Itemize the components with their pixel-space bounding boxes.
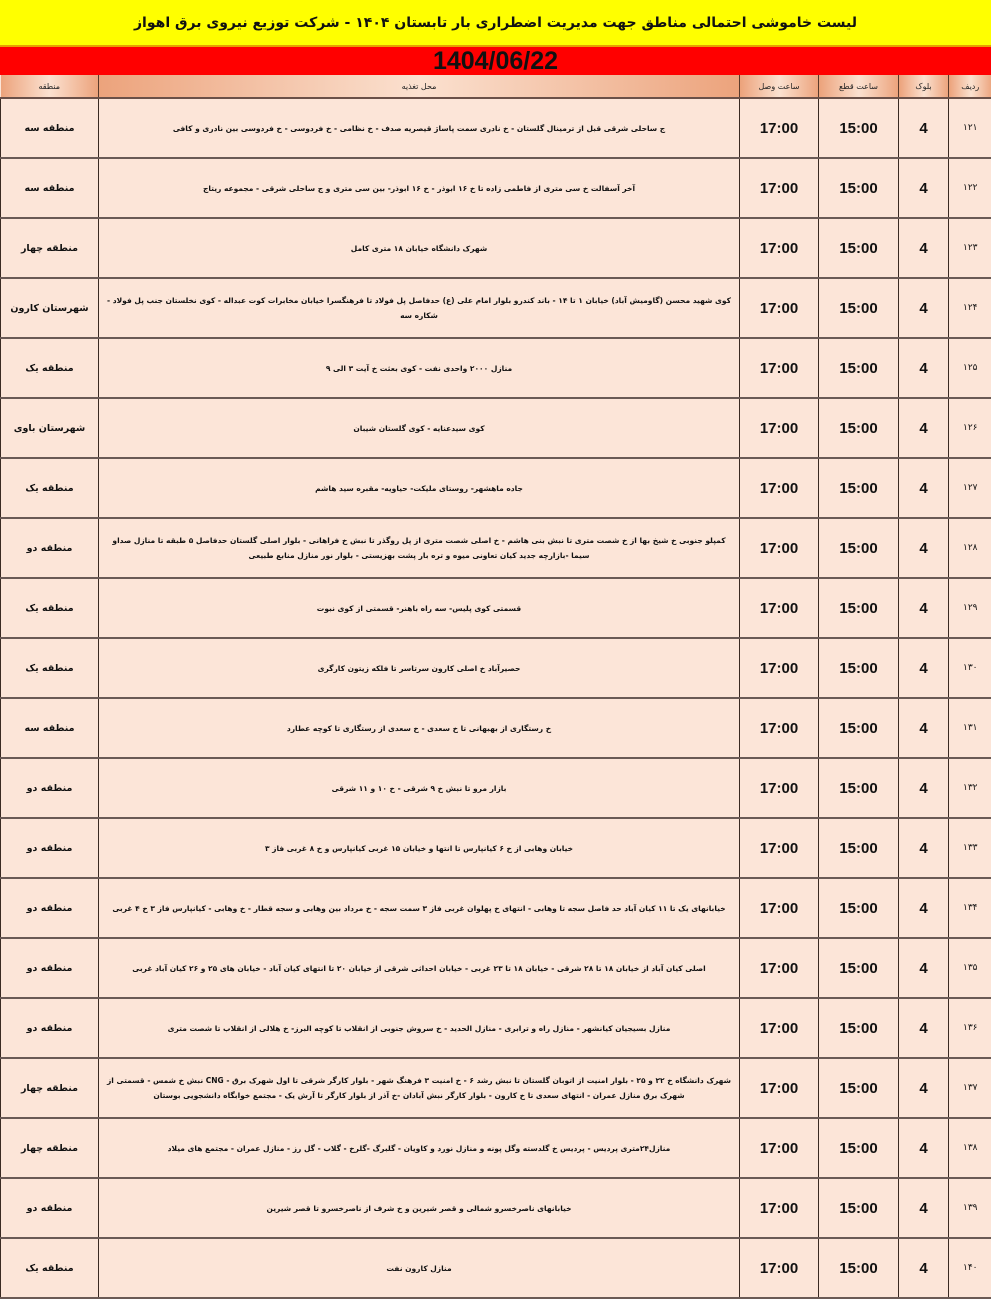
col-header-connect-time: ساعت وصل: [740, 75, 819, 98]
location-cell: منازل کارون نفت: [99, 1238, 740, 1298]
block-cell: 4: [899, 1118, 949, 1178]
table-row: [1, 458, 991, 518]
cut-time-cell: 15:00: [819, 578, 899, 638]
row-number-cell: ۱۲۱: [949, 98, 991, 158]
area-cell: منطقه دو: [1, 518, 99, 578]
location-cell: خ رستگاری از بهبهانی تا خ سعدی - خ سعدی از رستگاری تا کوچه عطارد: [99, 698, 740, 758]
location-cell: منازل۲۴متری پردیس - پردیس خ گلدسته وگل پونه و منازل نورد و کاویان - گلبرگ -گلرخ - گلاب - گل رز - منازل عمران - مجتمع های میلاد: [99, 1118, 740, 1178]
table-header-row: [1, 75, 991, 98]
row-number-cell: ۱۴۰: [949, 1238, 991, 1298]
cut-time-cell: 15:00: [819, 818, 899, 878]
area-cell: منطقه دو: [1, 998, 99, 1058]
row-number-cell: ۱۲۷: [949, 458, 991, 518]
block-cell: 4: [899, 638, 949, 698]
cut-time-cell: 15:00: [819, 1178, 899, 1238]
block-cell: 4: [899, 398, 949, 458]
area-cell: شهرستان باوی: [1, 398, 99, 458]
row-number-cell: ۱۳۰: [949, 638, 991, 698]
row-number-cell: ۱۲۵: [949, 338, 991, 398]
cut-time-cell: 15:00: [819, 338, 899, 398]
document-title: لیست خاموشی احتمالی مناطق جهت مدیریت اضطراری بار تابستان ۱۴۰۴ - شرکت توزیع نیروی برق اهواز: [134, 15, 857, 31]
table-row: [1, 158, 991, 218]
block-cell: 4: [899, 1178, 949, 1238]
connect-time-cell: 17:00: [740, 1238, 819, 1298]
col-header-location: محل تغذیه: [99, 75, 740, 98]
table-row: [1, 938, 991, 998]
block-cell: 4: [899, 98, 949, 158]
connect-time-cell: 17:00: [740, 1058, 819, 1118]
row-number-cell: ۱۲۸: [949, 518, 991, 578]
cut-time-cell: 15:00: [819, 518, 899, 578]
table-row: [1, 1238, 991, 1298]
block-cell: 4: [899, 878, 949, 938]
location-cell: خیابانهای یک تا ۱۱ کیان آباد حد فاصل سجه تا وهابی - انتهای خ پهلوان غربی فاز ۳ سمت سجه - خ مرداد بین وهابی و سجه قطار - خ وهابی - کیانپارس فاز ۳ خ ۴ غربی: [99, 878, 740, 938]
block-cell: 4: [899, 278, 949, 338]
area-cell: منطقه سه: [1, 158, 99, 218]
block-cell: 4: [899, 158, 949, 218]
location-cell: آخر آسفالت خ سی متری از فاطمی زاده تا خ ۱۶ ابوذر - خ ۱۶ ابوذر- بین سی متری و ج ساحلی شرقی - مجموعه ریتاج: [99, 158, 740, 218]
block-cell: 4: [899, 758, 949, 818]
area-cell: منطقه یک: [1, 1238, 99, 1298]
row-number-cell: ۱۳۷: [949, 1058, 991, 1118]
location-cell: شهرک دانشگاه خ ۲۲ و ۲۵ - بلوار امنیت از اتوبان گلستان تا نبش رشد ۶ - خ امنیت ۳ فرهنگ شهر - بلوار کارگر شرقی تا اول شهرک برق - CNG نبش خ شمس - قسمتی از شهرک برق منازل عمران - انتهای سعدی تا خ کارون - بلوار کارگر نبش آبادان -خ آذر از بلوار کارگر تا آرش یک - مجتمع خوابگاه دانشجویی بوستان: [99, 1058, 740, 1118]
area-cell: منطقه یک: [1, 458, 99, 518]
table-row: [1, 578, 991, 638]
table-row: [1, 518, 991, 578]
cut-time-cell: 15:00: [819, 638, 899, 698]
block-cell: 4: [899, 518, 949, 578]
row-number-cell: ۱۲۳: [949, 218, 991, 278]
table-row: [1, 1118, 991, 1178]
location-cell: حصیرآباد خ اصلی کارون سرتاسر تا فلکه زیتون کارگری: [99, 638, 740, 698]
location-cell: کوی شهید محسن (گاومیش آباد) خیابان ۱ تا ۱۴ - باند کندرو بلوار امام علی (ع) حدفاصل پل فولاد تا فرهنگسرا خیابان مخابرات کوت عبداله - کوی نخلستان جنب پل فولاد - شکاره سه: [99, 278, 740, 338]
connect-time-cell: 17:00: [740, 1118, 819, 1178]
cut-time-cell: 15:00: [819, 1238, 899, 1298]
table-row: [1, 218, 991, 278]
row-number-cell: ۱۲۲: [949, 158, 991, 218]
table-row: [1, 878, 991, 938]
block-cell: 4: [899, 938, 949, 998]
location-cell: کمپلو جنوبی خ شیخ بها از خ شصت متری تا نبش بنی هاشم - خ اصلی شصت متری از پل روگذر تا نبش خ فراهانی - بلوار اصلی گلستان حدفاصل ۵ طبقه تا منازل صداو سیما -بازارچه جدید کیان تعاونی میوه و تره بار پشت بهزیستی - بلوار نور منازل منابع طبیعی: [99, 518, 740, 578]
area-cell: منطقه چهار: [1, 1118, 99, 1178]
table-row: [1, 818, 991, 878]
table-row: [1, 998, 991, 1058]
connect-time-cell: 17:00: [740, 938, 819, 998]
cut-time-cell: 15:00: [819, 1058, 899, 1118]
cut-time-cell: 15:00: [819, 938, 899, 998]
connect-time-cell: 17:00: [740, 218, 819, 278]
table-row: [1, 1178, 991, 1238]
block-cell: 4: [899, 458, 949, 518]
area-cell: منطقه یک: [1, 638, 99, 698]
block-cell: 4: [899, 338, 949, 398]
cut-time-cell: 15:00: [819, 458, 899, 518]
col-header-area: منطقه: [1, 75, 99, 98]
connect-time-cell: 17:00: [740, 878, 819, 938]
cut-time-cell: 15:00: [819, 98, 899, 158]
table-row: [1, 278, 991, 338]
connect-time-cell: 17:00: [740, 518, 819, 578]
date-banner: [0, 45, 991, 75]
row-number-cell: ۱۳۲: [949, 758, 991, 818]
connect-time-cell: 17:00: [740, 638, 819, 698]
area-cell: منطقه دو: [1, 878, 99, 938]
connect-time-cell: 17:00: [740, 158, 819, 218]
cut-time-cell: 15:00: [819, 1118, 899, 1178]
row-number-cell: ۱۲۴: [949, 278, 991, 338]
table-row: [1, 698, 991, 758]
area-cell: منطقه یک: [1, 338, 99, 398]
connect-time-cell: 17:00: [740, 698, 819, 758]
area-cell: شهرستان کارون: [1, 278, 99, 338]
area-cell: منطقه سه: [1, 98, 99, 158]
location-cell: قسمتی کوی پلیس- سه راه باهنر- قسمتی از کوی نبوت: [99, 578, 740, 638]
area-cell: منطقه دو: [1, 1178, 99, 1238]
row-number-cell: ۱۳۵: [949, 938, 991, 998]
row-number-cell: ۱۳۹: [949, 1178, 991, 1238]
row-number-cell: ۱۳۶: [949, 998, 991, 1058]
area-cell: منطقه دو: [1, 818, 99, 878]
row-number-cell: ۱۳۸: [949, 1118, 991, 1178]
connect-time-cell: 17:00: [740, 1178, 819, 1238]
cut-time-cell: 15:00: [819, 698, 899, 758]
area-cell: منطقه چهار: [1, 1058, 99, 1118]
area-cell: منطقه یک: [1, 578, 99, 638]
cut-time-cell: 15:00: [819, 998, 899, 1058]
location-cell: کوی سیدعنایه - کوی گلستان شیبان: [99, 398, 740, 458]
connect-time-cell: 17:00: [740, 278, 819, 338]
cut-time-cell: 15:00: [819, 398, 899, 458]
location-cell: منازل بسیجیان کیانشهر - منازل راه و ترابری - منازل الحدید - خ سروش جنوبی از انقلاب تا کوچه البرز- خ هلالی از انقلاب تا شصت متری: [99, 998, 740, 1058]
area-cell: منطقه سه: [1, 698, 99, 758]
block-cell: 4: [899, 1058, 949, 1118]
document-title-bar: [0, 0, 991, 45]
cut-time-cell: 15:00: [819, 758, 899, 818]
row-number-cell: ۱۳۱: [949, 698, 991, 758]
location-cell: خیابانهای ناصرخسرو شمالی و قصر شیرین و خ شرف از ناصرخسرو تا قصر شیرین: [99, 1178, 740, 1238]
table-row: [1, 338, 991, 398]
location-cell: شهرک دانشگاه خیابان ۱۸ متری کامل: [99, 218, 740, 278]
table-row: [1, 638, 991, 698]
block-cell: 4: [899, 998, 949, 1058]
block-cell: 4: [899, 578, 949, 638]
cut-time-cell: 15:00: [819, 158, 899, 218]
connect-time-cell: 17:00: [740, 998, 819, 1058]
col-header-cut-time: ساعت قطع: [819, 75, 899, 98]
connect-time-cell: 17:00: [740, 398, 819, 458]
connect-time-cell: 17:00: [740, 758, 819, 818]
location-cell: ج ساحلی شرقی قبل از ترمینال گلستان - خ نادری سمت پاساژ قیصریه صدف - خ نظامی - خ فردوسی - خ فردوسی بین نادری و کافی: [99, 98, 740, 158]
col-header-row-number: ردیف: [949, 75, 991, 98]
row-number-cell: ۱۲۶: [949, 398, 991, 458]
area-cell: منطقه چهار: [1, 218, 99, 278]
col-header-block: بلوک: [899, 75, 949, 98]
connect-time-cell: 17:00: [740, 578, 819, 638]
outage-schedule-table: [0, 75, 991, 1299]
table-row: [1, 398, 991, 458]
row-number-cell: ۱۲۹: [949, 578, 991, 638]
schedule-date: 1404/06/22: [433, 47, 558, 76]
location-cell: خیابان وهابی از خ ۶ کیانپارس تا انتها و خیابان ۱۵ غربی کیانپارس و خ ۸ غربی فاز ۳: [99, 818, 740, 878]
cut-time-cell: 15:00: [819, 878, 899, 938]
cut-time-cell: 15:00: [819, 278, 899, 338]
block-cell: 4: [899, 818, 949, 878]
location-cell: جاده ماهشهر- روستای ملیکت- حیاویه- مقبره سید هاشم: [99, 458, 740, 518]
connect-time-cell: 17:00: [740, 818, 819, 878]
connect-time-cell: 17:00: [740, 338, 819, 398]
location-cell: بازار مرو تا نبش خ ۹ شرقی - خ ۱۰ و ۱۱ شرقی: [99, 758, 740, 818]
location-cell: اصلی کیان آباد از خیابان ۱۸ تا ۲۸ شرقی - خیابان ۱۸ تا ۲۳ غربی - خیابان احداثی شرقی از خیابان ۲۰ تا انتهای کیان آباد - خیابان های ۲۵ و ۲۶ کیان آباد غربی: [99, 938, 740, 998]
block-cell: 4: [899, 698, 949, 758]
table-row: [1, 1058, 991, 1118]
block-cell: 4: [899, 1238, 949, 1298]
cut-time-cell: 15:00: [819, 218, 899, 278]
location-cell: منازل ۲۰۰۰ واحدی نفت - کوی بعثت خ آیت ۳ الی ۹: [99, 338, 740, 398]
area-cell: منطقه دو: [1, 758, 99, 818]
table-row: [1, 758, 991, 818]
connect-time-cell: 17:00: [740, 458, 819, 518]
area-cell: منطقه دو: [1, 938, 99, 998]
connect-time-cell: 17:00: [740, 98, 819, 158]
row-number-cell: ۱۳۳: [949, 818, 991, 878]
row-number-cell: ۱۳۴: [949, 878, 991, 938]
block-cell: 4: [899, 218, 949, 278]
table-row: [1, 98, 991, 158]
